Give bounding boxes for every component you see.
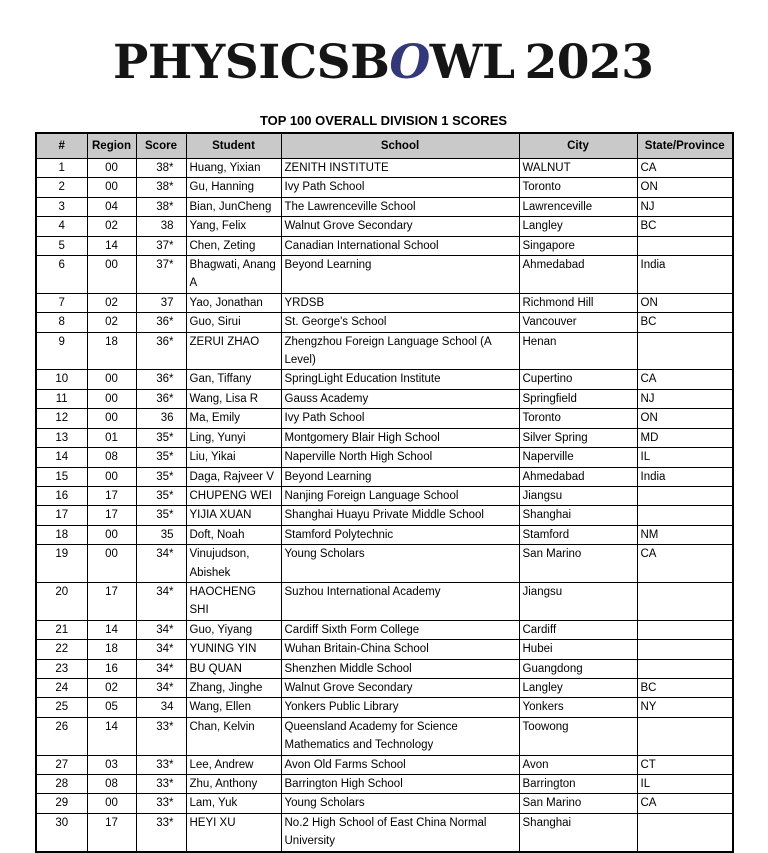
state-cell: India: [637, 256, 733, 294]
student-cell: Chan, Kelvin: [186, 717, 281, 755]
city-cell: Vancouver: [519, 313, 637, 332]
table-row: [36, 506, 733, 525]
school-cell: Cardiff Sixth Form College: [281, 620, 519, 639]
rank-cell: 28: [36, 775, 87, 794]
city-cell: WALNUT: [519, 159, 637, 178]
school-cell: Ivy Path School: [281, 178, 519, 197]
table-row: [36, 313, 733, 332]
table-row: [36, 794, 733, 813]
rank-cell: 19: [36, 545, 87, 583]
rank-cell: 24: [36, 678, 87, 697]
state-cell: NY: [637, 698, 733, 717]
score-cell: 38*: [136, 159, 186, 178]
rank-cell: 11: [36, 389, 87, 408]
rank-cell: 9: [36, 332, 87, 370]
col-score: Score: [136, 133, 186, 159]
table-row: [36, 620, 733, 639]
score-cell: 35*: [136, 486, 186, 505]
state-cell: IL: [637, 775, 733, 794]
school-cell: Gauss Academy: [281, 389, 519, 408]
rank-cell: 1: [36, 159, 87, 178]
rank-cell: 26: [36, 717, 87, 755]
student-cell: Vinujudson, Abishek: [186, 545, 281, 583]
student-cell: Daga, Rajveer V: [186, 467, 281, 486]
rank-cell: 4: [36, 217, 87, 236]
region-cell: 17: [87, 486, 136, 505]
state-cell: BC: [637, 217, 733, 236]
table-row: [36, 159, 733, 178]
school-cell: Young Scholars: [281, 794, 519, 813]
score-cell: 37*: [136, 256, 186, 294]
table-row: [36, 178, 733, 197]
student-cell: Gan, Tiffany: [186, 370, 281, 389]
city-cell: Hubei: [519, 640, 637, 659]
state-cell: [637, 813, 733, 851]
city-cell: Ahmedabad: [519, 467, 637, 486]
state-cell: CA: [637, 370, 733, 389]
city-cell: Stamford: [519, 525, 637, 544]
school-cell: Young Scholars: [281, 545, 519, 583]
region-cell: 00: [87, 178, 136, 197]
score-cell: 38*: [136, 178, 186, 197]
rank-cell: 2: [36, 178, 87, 197]
col-school: School: [281, 133, 519, 159]
table-row: [36, 640, 733, 659]
student-cell: CHUPENG WEI: [186, 486, 281, 505]
state-cell: NJ: [637, 197, 733, 216]
score-cell: 34*: [136, 545, 186, 583]
rank-cell: 21: [36, 620, 87, 639]
city-cell: Toowong: [519, 717, 637, 755]
region-cell: 00: [87, 409, 136, 428]
table-row: [36, 370, 733, 389]
table-row: [36, 448, 733, 467]
logo-prefix: PHYSICSB: [113, 35, 390, 90]
region-cell: 00: [87, 525, 136, 544]
rank-cell: 22: [36, 640, 87, 659]
table-row: [36, 678, 733, 697]
state-cell: [637, 582, 733, 620]
school-cell: ZENITH INSTITUTE: [281, 159, 519, 178]
table-row: [36, 256, 733, 294]
score-cell: 35*: [136, 448, 186, 467]
city-cell: Silver Spring: [519, 428, 637, 447]
state-cell: ON: [637, 178, 733, 197]
rank-cell: 30: [36, 813, 87, 851]
student-cell: YUNING YIN: [186, 640, 281, 659]
city-cell: Ahmedabad: [519, 256, 637, 294]
score-cell: 33*: [136, 794, 186, 813]
student-cell: Zhang, Jinghe: [186, 678, 281, 697]
score-cell: 36*: [136, 313, 186, 332]
score-cell: 34*: [136, 659, 186, 678]
score-cell: 33*: [136, 755, 186, 774]
school-cell: Suzhou International Academy: [281, 582, 519, 620]
region-cell: 14: [87, 717, 136, 755]
school-cell: Wuhan Britain-China School: [281, 640, 519, 659]
table-row: [36, 698, 733, 717]
score-cell: 33*: [136, 775, 186, 794]
student-cell: Guo, Yiyang: [186, 620, 281, 639]
region-cell: 01: [87, 428, 136, 447]
rank-cell: 16: [36, 486, 87, 505]
state-cell: BC: [637, 313, 733, 332]
city-cell: Jiangsu: [519, 582, 637, 620]
scores-table: [35, 132, 734, 853]
table-row: [36, 545, 733, 583]
table-row: [36, 659, 733, 678]
score-cell: 34: [136, 698, 186, 717]
region-cell: 02: [87, 313, 136, 332]
state-cell: India: [637, 467, 733, 486]
table-row: [36, 813, 733, 851]
physicsbowl-logo: [113, 35, 654, 90]
school-cell: Stamford Polytechnic: [281, 525, 519, 544]
city-cell: Cardiff: [519, 620, 637, 639]
score-cell: 35*: [136, 428, 186, 447]
city-cell: Avon: [519, 755, 637, 774]
table-row: [36, 389, 733, 408]
region-cell: 18: [87, 332, 136, 370]
region-cell: 02: [87, 217, 136, 236]
city-cell: Shanghai: [519, 813, 637, 851]
score-cell: 37*: [136, 236, 186, 255]
state-cell: CT: [637, 755, 733, 774]
city-cell: Yonkers: [519, 698, 637, 717]
region-cell: 00: [87, 159, 136, 178]
school-cell: Shanghai Huayu Private Middle School: [281, 506, 519, 525]
region-cell: 00: [87, 467, 136, 486]
col-city: City: [519, 133, 637, 159]
region-cell: 16: [87, 659, 136, 678]
state-cell: [637, 640, 733, 659]
rank-cell: 10: [36, 370, 87, 389]
state-cell: CA: [637, 794, 733, 813]
region-cell: 04: [87, 197, 136, 216]
table-row: [36, 486, 733, 505]
rank-cell: 25: [36, 698, 87, 717]
score-cell: 36*: [136, 370, 186, 389]
region-cell: 18: [87, 640, 136, 659]
student-cell: HEYI XU: [186, 813, 281, 851]
city-cell: Toronto: [519, 178, 637, 197]
student-cell: Zhu, Anthony: [186, 775, 281, 794]
region-cell: 08: [87, 775, 136, 794]
student-cell: Guo, Sirui: [186, 313, 281, 332]
table-row: [36, 409, 733, 428]
col-state: State/Province: [637, 133, 733, 159]
student-cell: Lam, Yuk: [186, 794, 281, 813]
city-cell: Henan: [519, 332, 637, 370]
state-cell: [637, 620, 733, 639]
score-cell: 36: [136, 409, 186, 428]
rank-cell: 14: [36, 448, 87, 467]
table-row: [36, 197, 733, 216]
region-cell: 02: [87, 678, 136, 697]
state-cell: [637, 332, 733, 370]
score-cell: 36*: [136, 332, 186, 370]
table-row: [36, 467, 733, 486]
table-title: TOP 100 OVERALL DIVISION 1 SCORES: [259, 113, 508, 128]
score-cell: 35*: [136, 467, 186, 486]
state-cell: [637, 486, 733, 505]
city-cell: Barrington: [519, 775, 637, 794]
region-cell: 14: [87, 620, 136, 639]
rank-cell: 27: [36, 755, 87, 774]
region-cell: 05: [87, 698, 136, 717]
student-cell: HAOCHENG SHI: [186, 582, 281, 620]
city-cell: San Marino: [519, 794, 637, 813]
rank-cell: 29: [36, 794, 87, 813]
region-cell: 02: [87, 293, 136, 312]
school-cell: Canadian International School: [281, 236, 519, 255]
student-cell: Ling, Yunyi: [186, 428, 281, 447]
city-cell: Cupertino: [519, 370, 637, 389]
school-cell: Nanjing Foreign Language School: [281, 486, 519, 505]
student-cell: Wang, Lisa R: [186, 389, 281, 408]
col-rank: #: [36, 133, 87, 159]
rank-cell: 15: [36, 467, 87, 486]
school-cell: SpringLight Education Institute: [281, 370, 519, 389]
score-cell: 35*: [136, 506, 186, 525]
student-cell: Chen, Zeting: [186, 236, 281, 255]
state-cell: ON: [637, 409, 733, 428]
score-cell: 37: [136, 293, 186, 312]
table-row: [36, 236, 733, 255]
school-cell: No.2 High School of East China Normal University: [281, 813, 519, 851]
state-cell: [637, 506, 733, 525]
state-cell: MD: [637, 428, 733, 447]
student-cell: Yang, Felix: [186, 217, 281, 236]
student-cell: Doft, Noah: [186, 525, 281, 544]
student-cell: Lee, Andrew: [186, 755, 281, 774]
school-cell: Naperville North High School: [281, 448, 519, 467]
state-cell: NM: [637, 525, 733, 544]
table-row: [36, 217, 733, 236]
region-cell: 03: [87, 755, 136, 774]
student-cell: Bian, JunCheng: [186, 197, 281, 216]
school-cell: Walnut Grove Secondary: [281, 217, 519, 236]
student-cell: Ma, Emily: [186, 409, 281, 428]
city-cell: Springfield: [519, 389, 637, 408]
state-cell: IL: [637, 448, 733, 467]
score-cell: 33*: [136, 717, 186, 755]
state-cell: [637, 717, 733, 755]
school-cell: Yonkers Public Library: [281, 698, 519, 717]
student-cell: Wang, Ellen: [186, 698, 281, 717]
rank-cell: 20: [36, 582, 87, 620]
rank-cell: 13: [36, 428, 87, 447]
col-student: Student: [186, 133, 281, 159]
student-cell: ZERUI ZHAO: [186, 332, 281, 370]
score-cell: 35: [136, 525, 186, 544]
city-cell: Lawrenceville: [519, 197, 637, 216]
school-cell: Montgomery Blair High School: [281, 428, 519, 447]
region-cell: 17: [87, 813, 136, 851]
table-row: [36, 755, 733, 774]
rank-cell: 23: [36, 659, 87, 678]
school-cell: Queensland Academy for Science Mathematics and Technology: [281, 717, 519, 755]
table-row: [36, 428, 733, 447]
school-cell: Zhengzhou Foreign Language School (A Level): [281, 332, 519, 370]
student-cell: BU QUAN: [186, 659, 281, 678]
rank-cell: 3: [36, 197, 87, 216]
rank-cell: 6: [36, 256, 87, 294]
table-row: [36, 775, 733, 794]
city-cell: Langley: [519, 678, 637, 697]
city-cell: Richmond Hill: [519, 293, 637, 312]
student-cell: Gu, Hanning: [186, 178, 281, 197]
city-cell: Naperville: [519, 448, 637, 467]
logo-year: 2023: [524, 35, 654, 90]
region-cell: 00: [87, 794, 136, 813]
student-cell: Bhagwati, Anang A: [186, 256, 281, 294]
rank-cell: 8: [36, 313, 87, 332]
school-cell: Walnut Grove Secondary: [281, 678, 519, 697]
student-cell: Yao, Jonathan: [186, 293, 281, 312]
city-cell: Shanghai: [519, 506, 637, 525]
student-cell: YIJIA XUAN: [186, 506, 281, 525]
city-cell: Singapore: [519, 236, 637, 255]
city-cell: San Marino: [519, 545, 637, 583]
score-cell: 34*: [136, 582, 186, 620]
city-cell: Guangdong: [519, 659, 637, 678]
score-cell: 34*: [136, 640, 186, 659]
state-cell: CA: [637, 159, 733, 178]
score-cell: 38*: [136, 197, 186, 216]
region-cell: 00: [87, 389, 136, 408]
table-row: [36, 525, 733, 544]
region-cell: 00: [87, 370, 136, 389]
school-cell: Beyond Learning: [281, 467, 519, 486]
rank-cell: 7: [36, 293, 87, 312]
score-cell: 36*: [136, 389, 186, 408]
school-cell: St. George's School: [281, 313, 519, 332]
state-cell: BC: [637, 678, 733, 697]
score-cell: 34*: [136, 620, 186, 639]
table-row: [36, 332, 733, 370]
score-cell: 38: [136, 217, 186, 236]
city-cell: Jiangsu: [519, 486, 637, 505]
logo-o: O: [389, 35, 430, 90]
table-row: [36, 293, 733, 312]
score-cell: 33*: [136, 813, 186, 851]
rank-cell: 5: [36, 236, 87, 255]
region-cell: 00: [87, 545, 136, 583]
region-cell: 08: [87, 448, 136, 467]
city-cell: Toronto: [519, 409, 637, 428]
state-cell: ON: [637, 293, 733, 312]
state-cell: [637, 659, 733, 678]
rank-cell: 12: [36, 409, 87, 428]
table-row: [36, 717, 733, 755]
city-cell: Langley: [519, 217, 637, 236]
student-cell: Huang, Yixian: [186, 159, 281, 178]
region-cell: 00: [87, 256, 136, 294]
student-cell: Liu, Yikai: [186, 448, 281, 467]
school-cell: Shenzhen Middle School: [281, 659, 519, 678]
school-cell: Ivy Path School: [281, 409, 519, 428]
school-cell: Avon Old Farms School: [281, 755, 519, 774]
state-cell: NJ: [637, 389, 733, 408]
logo-suffix: WL: [429, 35, 515, 90]
region-cell: 17: [87, 506, 136, 525]
region-cell: 17: [87, 582, 136, 620]
region-cell: 14: [87, 236, 136, 255]
school-cell: Barrington High School: [281, 775, 519, 794]
rank-cell: 18: [36, 525, 87, 544]
rank-cell: 17: [36, 506, 87, 525]
state-cell: CA: [637, 545, 733, 583]
table-header-row: [36, 133, 733, 159]
school-cell: YRDSB: [281, 293, 519, 312]
state-cell: [637, 236, 733, 255]
score-cell: 34*: [136, 678, 186, 697]
school-cell: Beyond Learning: [281, 256, 519, 294]
col-region: Region: [87, 133, 136, 159]
school-cell: The Lawrenceville School: [281, 197, 519, 216]
table-row: [36, 582, 733, 620]
